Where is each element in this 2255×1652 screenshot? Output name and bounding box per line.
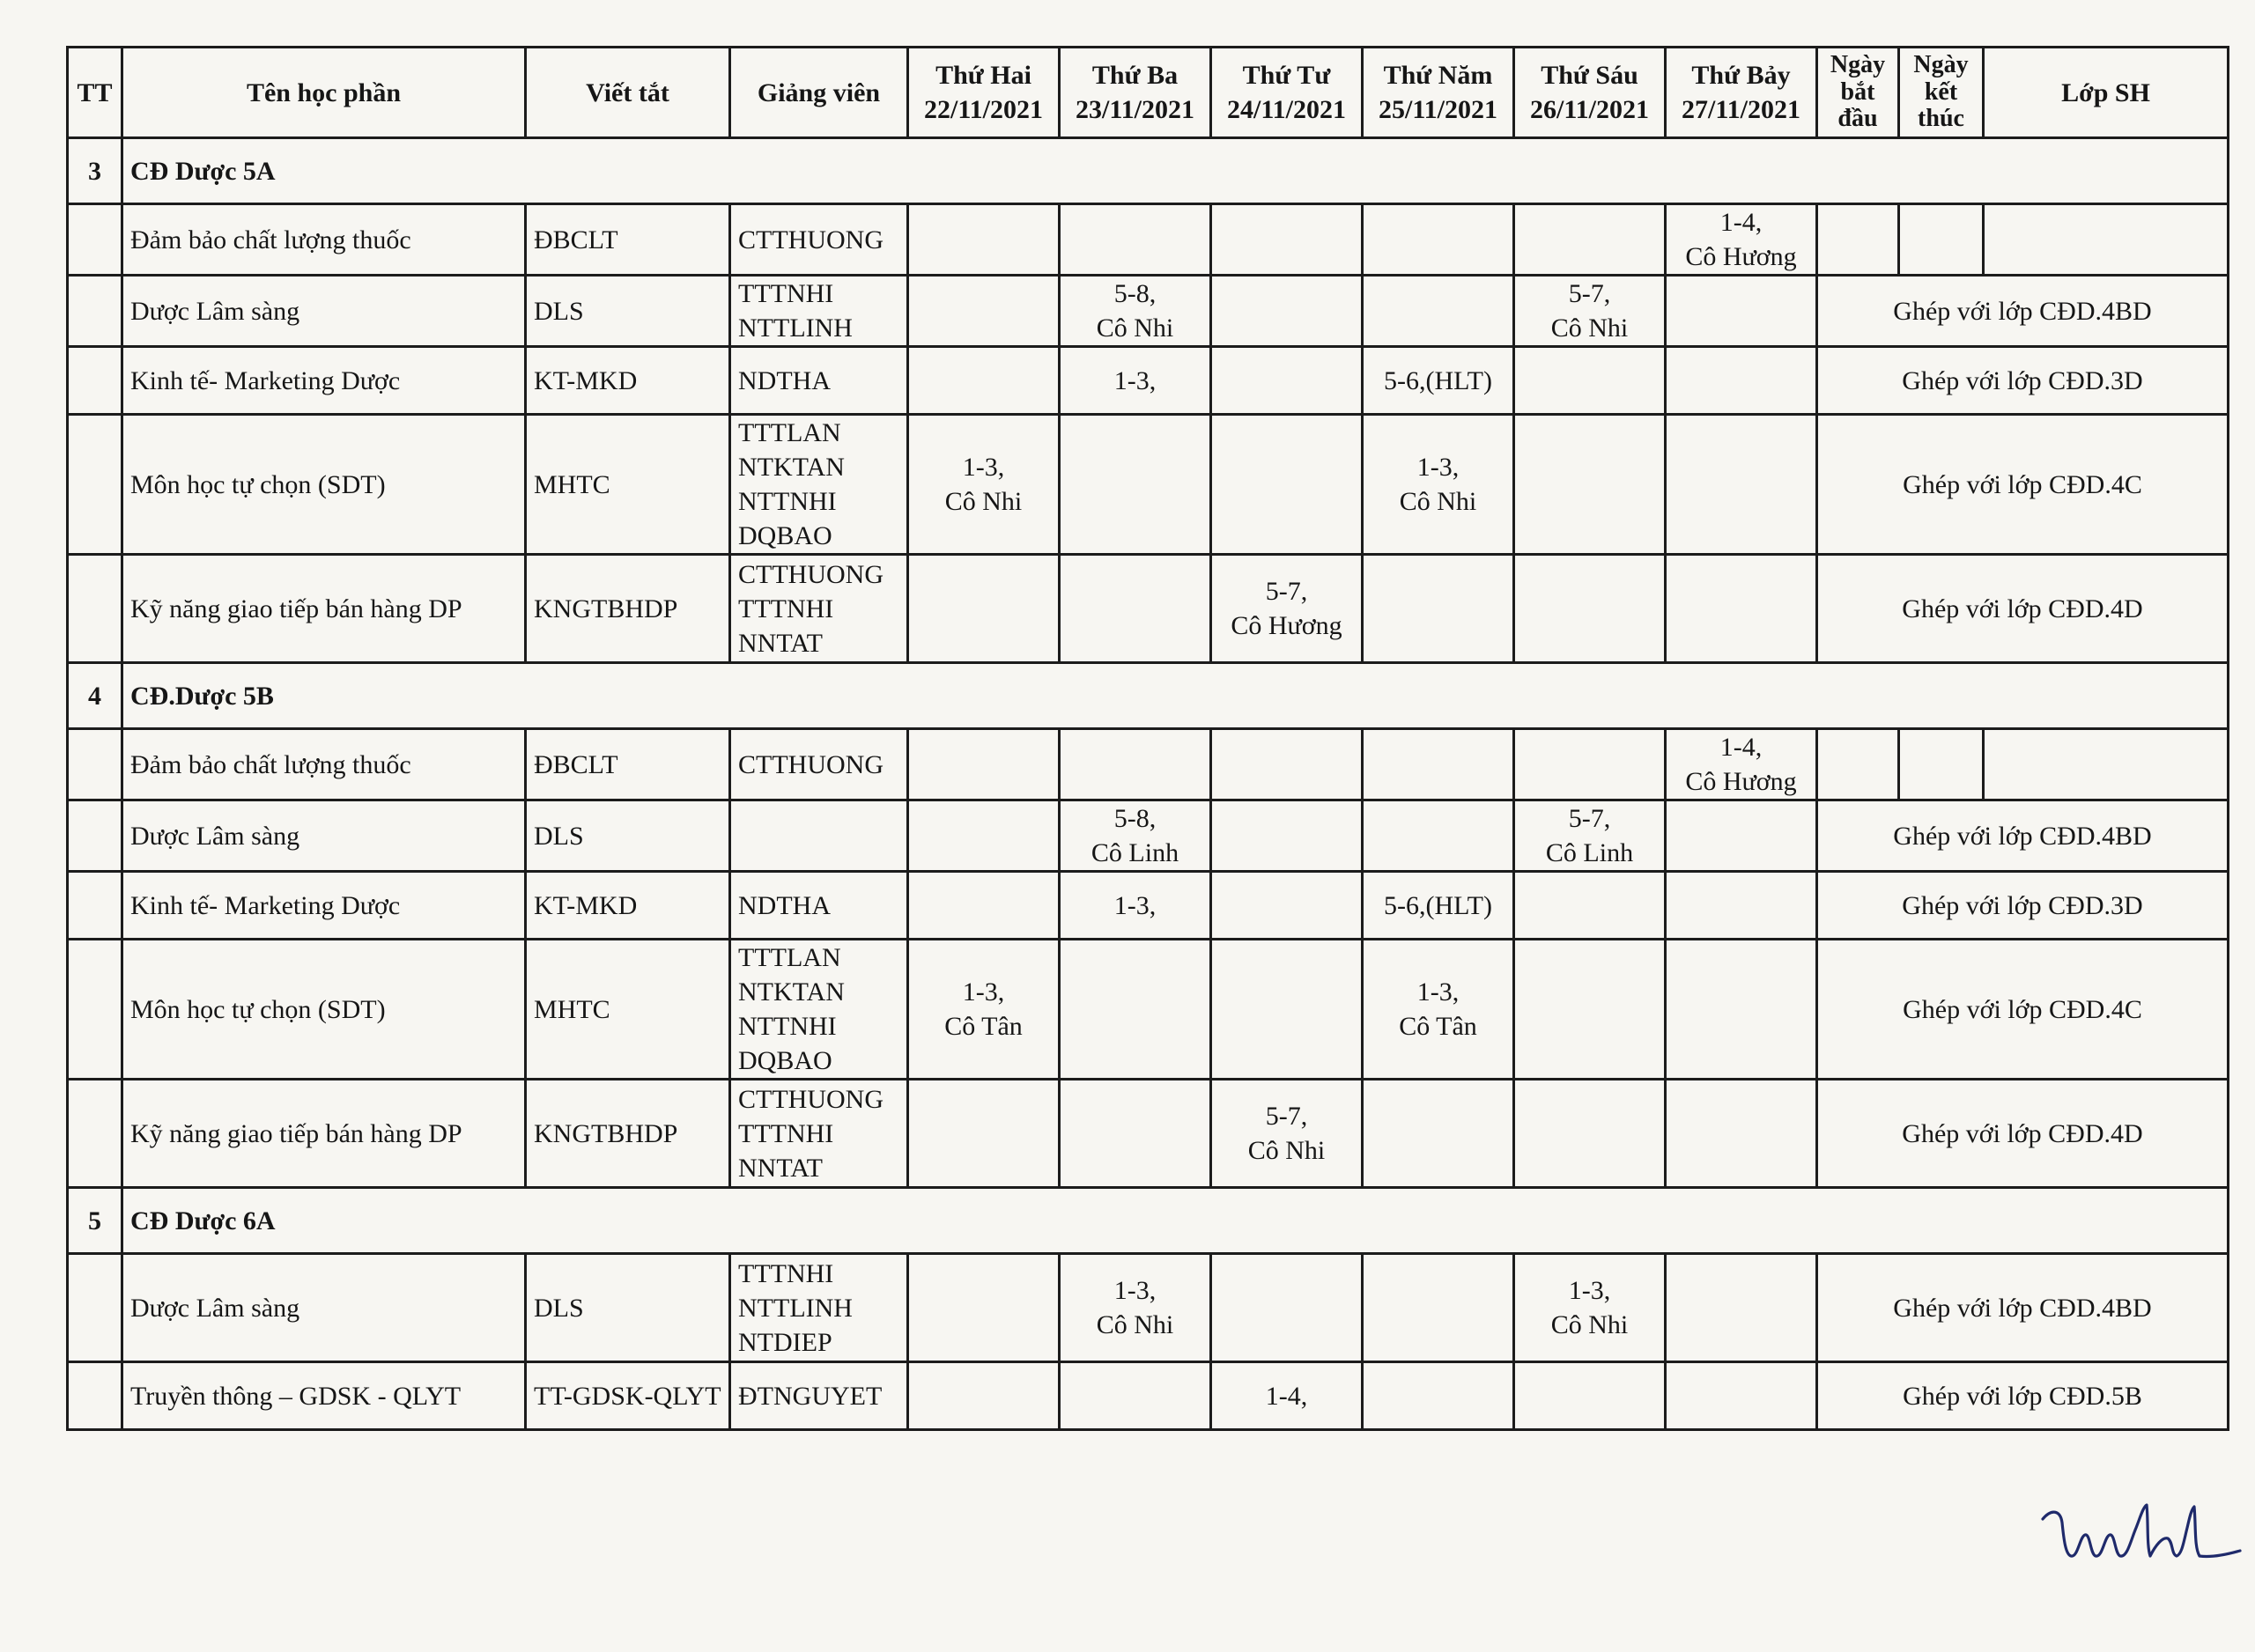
teacher-code: TTTLAN <box>738 418 841 447</box>
course-name: Truyền thông – GDSK - QLYT <box>122 1362 526 1430</box>
teacher-code: NTTNHI <box>738 487 837 516</box>
slot-day-4 <box>1514 1362 1666 1430</box>
header-day-1-name: Thứ Ba <box>1091 61 1179 90</box>
course-abbr: ĐBCLT <box>526 729 730 800</box>
slot-day-3 <box>1363 1362 1514 1430</box>
teacher-list <box>730 729 908 800</box>
slot-text: 1-3, Cô Tân <box>1399 977 1477 1041</box>
course-abbr: DLS <box>526 276 730 347</box>
slot-day-1 <box>1060 800 1211 872</box>
header-day-0-date: 22/11/2021 <box>923 95 1043 124</box>
course-abbr: KT-MKD <box>526 347 730 415</box>
course-row <box>68 276 2229 347</box>
end-date-cell <box>1899 729 1984 800</box>
teacher-list <box>730 940 908 1080</box>
slot-text: 5-7, Cô Linh <box>1545 804 1634 867</box>
course-name: Kỹ năng giao tiếp bán hàng DP <box>122 555 526 663</box>
slot-text: 5-7, Cô Nhi <box>1550 279 1629 343</box>
section-row <box>68 663 2229 729</box>
teacher-code: CTTHUONG <box>738 559 884 589</box>
course-abbr: KT-MKD <box>526 872 730 940</box>
class-note: Ghép với lớp CĐD.4C <box>1817 940 2229 1080</box>
row-tt <box>68 204 122 276</box>
row-tt <box>68 1254 122 1362</box>
slot-text: 5-6,(HLT) <box>1383 365 1493 395</box>
slot-day-2 <box>1211 555 1363 663</box>
course-name: Kinh tế- Marketing Dược <box>122 872 526 940</box>
course-abbr: TT-GDSK-QLYT <box>526 1362 730 1430</box>
teacher-code: NTDIEP <box>738 1327 832 1357</box>
teacher-list <box>730 1080 908 1188</box>
teacher-code: NTKTAN <box>738 453 845 482</box>
teacher-list <box>730 204 908 276</box>
course-abbr: DLS <box>526 1254 730 1362</box>
slot-text: 1-4, Cô Hương <box>1685 733 1797 796</box>
header-abbr: Viết tắt <box>526 48 730 138</box>
course-row <box>68 872 2229 940</box>
header-day-4 <box>1514 48 1666 138</box>
class-note: Ghép với lớp CĐD.4BD <box>1817 276 2229 347</box>
header-day-2-date: 24/11/2021 <box>1226 95 1346 124</box>
header-day-5-name: Thứ Bảy <box>1691 61 1791 90</box>
slot-day-2 <box>1211 415 1363 555</box>
slot-day-5 <box>1666 872 1817 940</box>
row-tt <box>68 276 122 347</box>
slot-day-5 <box>1666 729 1817 800</box>
slot-day-3 <box>1363 204 1514 276</box>
timetable-body <box>68 138 2229 1430</box>
slot-day-0 <box>908 276 1060 347</box>
course-row <box>68 1254 2229 1362</box>
class-note: Ghép với lớp CĐD.5B <box>1817 1362 2229 1430</box>
slot-text: 5-7, Cô Nhi <box>1247 1102 1326 1165</box>
teacher-list <box>730 1362 908 1430</box>
slot-text: 1-3, Cô Nhi <box>1096 1276 1174 1339</box>
teacher-code: ĐTNGUYET <box>738 1381 883 1411</box>
header-day-3 <box>1363 48 1514 138</box>
section-title: CĐ.Dược 5B <box>122 663 2229 729</box>
header-day-0-name: Thứ Hai <box>935 61 1031 90</box>
course-row <box>68 347 2229 415</box>
course-name: Đảm bảo chất lượng thuốc <box>122 204 526 276</box>
course-abbr: MHTC <box>526 940 730 1080</box>
slot-day-1 <box>1060 729 1211 800</box>
teacher-code: DQBAO <box>738 1046 832 1075</box>
slot-text: 1-3, Cô Nhi <box>1550 1276 1629 1339</box>
row-tt <box>68 347 122 415</box>
slot-day-1 <box>1060 347 1211 415</box>
header-day-0 <box>908 48 1060 138</box>
row-tt <box>68 872 122 940</box>
slot-day-0 <box>908 1362 1060 1430</box>
slot-day-4 <box>1514 729 1666 800</box>
slot-day-4 <box>1514 415 1666 555</box>
slot-text: 1-4, <box>1265 1381 1308 1411</box>
header-day-2 <box>1211 48 1363 138</box>
slot-day-1 <box>1060 1362 1211 1430</box>
slot-day-2 <box>1211 729 1363 800</box>
teacher-list <box>730 276 908 347</box>
slot-text: 1-3, <box>1113 890 1157 920</box>
slot-day-5 <box>1666 276 1817 347</box>
slot-day-4 <box>1514 276 1666 347</box>
header-day-4-name: Thứ Sáu <box>1541 61 1638 90</box>
slot-day-0 <box>908 415 1060 555</box>
slot-day-0 <box>908 555 1060 663</box>
teacher-code: NTTLINH <box>738 1293 853 1323</box>
start-date-cell <box>1817 729 1899 800</box>
teacher-code: NNTAT <box>738 1153 823 1183</box>
teacher-list <box>730 347 908 415</box>
slot-day-1 <box>1060 204 1211 276</box>
slot-day-5 <box>1666 415 1817 555</box>
course-row <box>68 940 2229 1080</box>
slot-day-2 <box>1211 204 1363 276</box>
slot-day-2 <box>1211 872 1363 940</box>
slot-day-5 <box>1666 1080 1817 1188</box>
row-tt <box>68 800 122 872</box>
teacher-code: NTTLINH <box>738 313 853 343</box>
course-row <box>68 729 2229 800</box>
slot-day-5 <box>1666 800 1817 872</box>
slot-day-3 <box>1363 872 1514 940</box>
slot-day-3 <box>1363 276 1514 347</box>
course-row <box>68 800 2229 872</box>
row-tt <box>68 415 122 555</box>
slot-day-5 <box>1666 1362 1817 1430</box>
slot-day-5 <box>1666 204 1817 276</box>
slot-day-1 <box>1060 415 1211 555</box>
slot-day-5 <box>1666 940 1817 1080</box>
row-tt <box>68 555 122 663</box>
slot-day-3 <box>1363 940 1514 1080</box>
slot-day-4 <box>1514 800 1666 872</box>
teacher-code: TTTNHI <box>738 1258 834 1288</box>
slot-day-4 <box>1514 555 1666 663</box>
slot-day-0 <box>908 800 1060 872</box>
signature-icon <box>2039 1501 2242 1581</box>
section-number: 5 <box>68 1188 122 1254</box>
teacher-code: NTKTAN <box>738 977 845 1007</box>
slot-day-4 <box>1514 872 1666 940</box>
class-note: Ghép với lớp CĐD.4C <box>1817 415 2229 555</box>
header-day-5-date: 27/11/2021 <box>1681 95 1800 124</box>
teacher-code: CTTHUONG <box>738 749 884 779</box>
teacher-code: TTTNHI <box>738 279 834 308</box>
course-row <box>68 415 2229 555</box>
start-date-cell <box>1817 204 1899 276</box>
slot-day-2 <box>1211 940 1363 1080</box>
slot-text: 1-3, <box>1113 365 1157 395</box>
slot-day-4 <box>1514 940 1666 1080</box>
slot-day-5 <box>1666 555 1817 663</box>
header-class: Lớp SH <box>1984 48 2229 138</box>
slot-day-3 <box>1363 555 1514 663</box>
teacher-list <box>730 415 908 555</box>
header-day-3-name: Thứ Năm <box>1383 61 1493 90</box>
slot-text: 1-3, Cô Tân <box>944 977 1023 1041</box>
header-start-date: Ngày bắt đầu <box>1817 48 1899 138</box>
course-name: Dược Lâm sàng <box>122 276 526 347</box>
slot-day-4 <box>1514 347 1666 415</box>
row-tt <box>68 1080 122 1188</box>
header-day-4-date: 26/11/2021 <box>1529 95 1649 124</box>
timetable-sheet <box>66 46 2227 1431</box>
header-tt: TT <box>68 48 122 138</box>
class-note: Ghép với lớp CĐD.4D <box>1817 1080 2229 1188</box>
section-title: CĐ Dược 5A <box>122 138 2229 204</box>
slot-day-2 <box>1211 1254 1363 1362</box>
slot-day-4 <box>1514 1080 1666 1188</box>
slot-day-2 <box>1211 800 1363 872</box>
course-name: Dược Lâm sàng <box>122 800 526 872</box>
teacher-code: TTTNHI <box>738 594 834 623</box>
teacher-code: NNTAT <box>738 628 823 658</box>
class-cell <box>1984 204 2229 276</box>
slot-day-1 <box>1060 872 1211 940</box>
class-note: Ghép với lớp CĐD.3D <box>1817 347 2229 415</box>
course-abbr: KNGTBHDP <box>526 1080 730 1188</box>
teacher-code: CTTHUONG <box>738 225 884 254</box>
course-name: Đảm bảo chất lượng thuốc <box>122 729 526 800</box>
section-number: 3 <box>68 138 122 204</box>
slot-text: 5-8, Cô Linh <box>1091 804 1179 867</box>
slot-day-1 <box>1060 555 1211 663</box>
section-number: 4 <box>68 663 122 729</box>
course-abbr: KNGTBHDP <box>526 555 730 663</box>
row-tt <box>68 729 122 800</box>
slot-day-3 <box>1363 415 1514 555</box>
slot-day-2 <box>1211 1080 1363 1188</box>
slot-text: 1-3, Cô Nhi <box>944 453 1023 516</box>
slot-day-4 <box>1514 204 1666 276</box>
slot-day-0 <box>908 940 1060 1080</box>
slot-day-0 <box>908 729 1060 800</box>
section-row <box>68 1188 2229 1254</box>
header-course: Tên học phần <box>122 48 526 138</box>
course-name: Môn học tự chọn (SDT) <box>122 415 526 555</box>
slot-day-3 <box>1363 800 1514 872</box>
teacher-code: TTTNHI <box>738 1118 834 1148</box>
course-row <box>68 555 2229 663</box>
slot-day-3 <box>1363 1080 1514 1188</box>
course-row <box>68 1362 2229 1430</box>
slot-text: 1-4, Cô Hương <box>1685 208 1797 271</box>
course-abbr: MHTC <box>526 415 730 555</box>
header-day-1-date: 23/11/2021 <box>1075 95 1194 124</box>
class-note: Ghép với lớp CĐD.3D <box>1817 872 2229 940</box>
class-note: Ghép với lớp CĐD.4BD <box>1817 800 2229 872</box>
teacher-list <box>730 1254 908 1362</box>
course-name: Môn học tự chọn (SDT) <box>122 940 526 1080</box>
header-end-date: Ngày kết thúc <box>1899 48 1984 138</box>
teacher-code: DQBAO <box>738 521 832 550</box>
teacher-code: NTTNHI <box>738 1012 837 1041</box>
end-date-cell <box>1899 204 1984 276</box>
slot-day-0 <box>908 347 1060 415</box>
course-name: Kỹ năng giao tiếp bán hàng DP <box>122 1080 526 1188</box>
teacher-list <box>730 555 908 663</box>
class-cell <box>1984 729 2229 800</box>
slot-text: 1-3, Cô Nhi <box>1399 453 1477 516</box>
slot-text: 5-8, Cô Nhi <box>1096 279 1174 343</box>
header-day-1 <box>1060 48 1211 138</box>
header-teacher: Giảng viên <box>730 48 908 138</box>
section-row <box>68 138 2229 204</box>
slot-day-0 <box>908 872 1060 940</box>
course-name: Dược Lâm sàng <box>122 1254 526 1362</box>
course-name: Kinh tế- Marketing Dược <box>122 347 526 415</box>
header-day-3-date: 25/11/2021 <box>1378 95 1497 124</box>
slot-day-1 <box>1060 1080 1211 1188</box>
timetable <box>66 46 2229 1431</box>
slot-text: 5-7, Cô Hương <box>1231 577 1342 640</box>
slot-day-3 <box>1363 1254 1514 1362</box>
section-title: CĐ Dược 6A <box>122 1188 2229 1254</box>
course-row <box>68 1080 2229 1188</box>
teacher-code: CTTHUONG <box>738 1084 884 1114</box>
slot-day-1 <box>1060 1254 1211 1362</box>
slot-day-3 <box>1363 729 1514 800</box>
slot-day-2 <box>1211 276 1363 347</box>
slot-day-2 <box>1211 1362 1363 1430</box>
slot-day-0 <box>908 1080 1060 1188</box>
slot-day-1 <box>1060 940 1211 1080</box>
teacher-list <box>730 872 908 940</box>
teacher-code: TTTLAN <box>738 943 841 972</box>
row-tt <box>68 1362 122 1430</box>
slot-day-1 <box>1060 276 1211 347</box>
class-note: Ghép với lớp CĐD.4D <box>1817 555 2229 663</box>
header-row <box>68 48 2229 138</box>
slot-text: 5-6,(HLT) <box>1383 890 1493 920</box>
slot-day-4 <box>1514 1254 1666 1362</box>
class-note: Ghép với lớp CĐD.4BD <box>1817 1254 2229 1362</box>
course-abbr: DLS <box>526 800 730 872</box>
header-day-2-name: Thứ Tư <box>1242 61 1331 90</box>
teacher-code: NDTHA <box>738 365 831 395</box>
slot-day-2 <box>1211 347 1363 415</box>
slot-day-3 <box>1363 347 1514 415</box>
row-tt <box>68 940 122 1080</box>
header-day-5 <box>1666 48 1817 138</box>
slot-day-5 <box>1666 1254 1817 1362</box>
course-abbr: ĐBCLT <box>526 204 730 276</box>
teacher-list <box>730 800 908 872</box>
teacher-code: NDTHA <box>738 890 831 920</box>
course-row <box>68 204 2229 276</box>
slot-day-5 <box>1666 347 1817 415</box>
slot-day-0 <box>908 204 1060 276</box>
slot-day-0 <box>908 1254 1060 1362</box>
